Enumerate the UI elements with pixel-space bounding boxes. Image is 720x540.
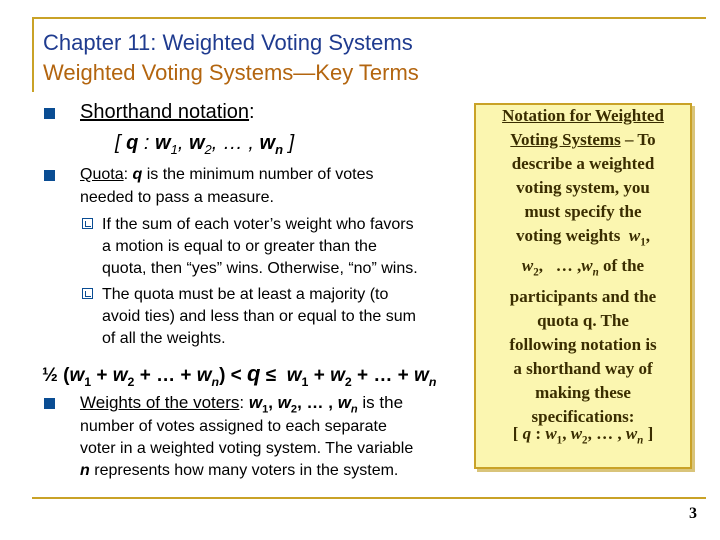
shorthand-label: Shorthand notation: [80, 101, 250, 123]
shorthand-heading: [80, 101, 255, 124]
checkbox-bullet-icon: [82, 218, 93, 229]
bullet-square-icon: [44, 170, 55, 181]
callout-line: quota q. The: [537, 310, 629, 330]
weights-line: n represents how many voters in the system.: [80, 462, 399, 479]
notation-callout-text: [474, 104, 692, 429]
callout-line: describe a weighted: [511, 154, 655, 173]
callout-heading-2: [474, 128, 692, 152]
footer-rule: [32, 497, 706, 499]
weights-line-text: represents how many voters in the system.: [94, 462, 399, 479]
weights-line-1: Weights of the voters: $w_1$, $w_2$, … , $w_n$ is the: [80, 393, 404, 416]
callout-heading: Notation for Weighted: [502, 106, 664, 125]
sub-bullet-2: [102, 284, 416, 350]
callout-line: making these: [535, 382, 631, 402]
shorthand-colon: :: [249, 101, 255, 123]
callout-line: must specify the: [524, 202, 642, 221]
header-frame-top: [32, 17, 706, 19]
callout-line: voting weights $w_1$,: [516, 226, 650, 249]
weights-label: Weights of the voters: [80, 393, 240, 412]
callout-line: participants and the: [509, 286, 657, 306]
callout-line: a shorthand way of: [513, 358, 653, 378]
sub-bullet-2-line: The quota must be at least a majority (to: [102, 286, 389, 303]
sub-bullet-2-line: of all the weights.: [102, 330, 226, 347]
callout-line: following notation is: [509, 334, 657, 354]
bullet-square-icon: [44, 108, 55, 119]
weights-line: voter in a weighted voting system. The variable: [80, 440, 414, 457]
callout-heading-2-underlined: Voting Systems: [510, 130, 621, 149]
callout-notation: [ q : $w_1$, $w_2$, … , $w_n$ ]: [512, 424, 654, 447]
sub-bullet-2-line: avoid ties) and less than or equal to the sum: [102, 308, 416, 325]
header-frame-left: [32, 17, 34, 92]
checkbox-bullet-icon: [82, 288, 93, 299]
bullet-square-icon: [44, 398, 55, 409]
weights-line: number of votes assigned to each separate: [80, 418, 387, 435]
quota-line1-rest: is the minimum number of votes: [142, 166, 374, 183]
callout-line: voting system, you: [516, 178, 650, 197]
shorthand-formula: [ q : $w_1$, $w_2$, … , $w_n$ ]: [115, 132, 295, 157]
callout-line: $w_2$, … $,w_n$ of the: [521, 256, 645, 279]
sub-bullet-1-line: a motion is equal to or greater than the: [102, 238, 377, 255]
weights-definition: [80, 416, 413, 482]
sub-bullet-1: [102, 214, 418, 280]
quota-label: Quota: [80, 166, 124, 183]
quota-line-1: Quota: q is the minimum number of votes: [80, 166, 374, 183]
quota-inequality: ½ ($w_1 + w_2$ + … + $w_n) < q \le w_1 + w_2$ + … + $w_n$: [42, 361, 437, 389]
quota-line-2: needed to pass a measure.: [80, 189, 274, 206]
page-number: 3: [689, 505, 697, 522]
sub-bullet-1-line: If the sum of each voter’s weight who favors: [102, 216, 414, 233]
weights-rest: is the: [357, 393, 404, 412]
chapter-title: Chapter 11: Weighted Voting Systems: [43, 30, 413, 55]
callout-line: specifications:: [531, 406, 635, 426]
callout-heading-2-rest: – To: [620, 130, 656, 149]
slide-subtitle: Weighted Voting Systems—Key Terms: [43, 60, 419, 85]
sub-bullet-1-line: quota, then “yes” wins. Otherwise, “no” wins.: [102, 260, 418, 277]
